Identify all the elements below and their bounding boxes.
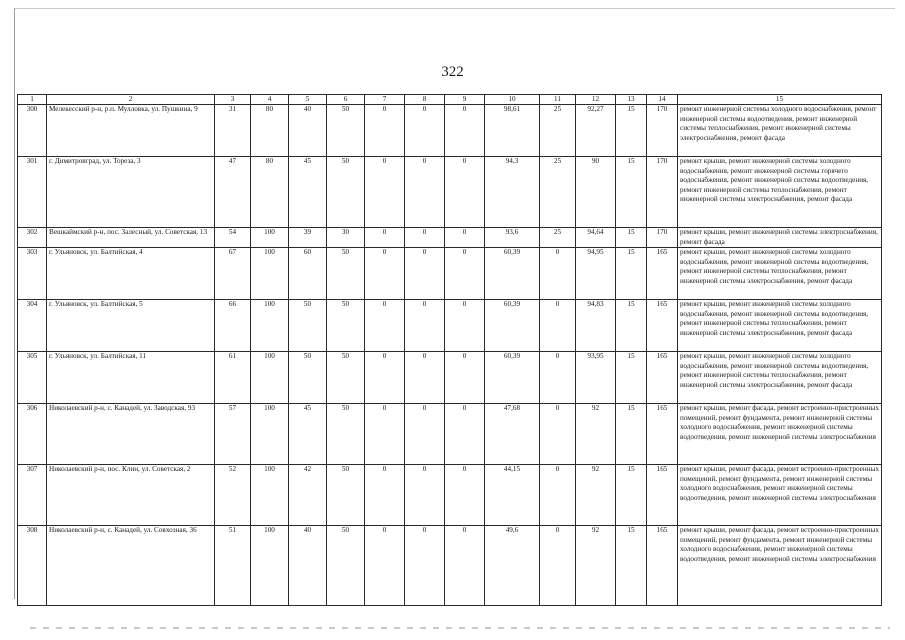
value-cell: 0 [445, 105, 485, 157]
value-cell: 15 [616, 352, 647, 404]
value-cell: 50 [327, 526, 365, 606]
value-cell: 15 [616, 105, 647, 157]
value-cell: 54 [215, 228, 251, 248]
value-cell: 80 [251, 105, 289, 157]
works-cell: ремонт крыши, ремонт инженерной системы холодного водоснабжения, ремонт инженерной системы водоотведения, ремонт инженерной системы теплоснабжения, ремонт инженерной системы электроснабжения, ремонт фасада [678, 248, 882, 300]
value-cell: 15 [616, 228, 647, 248]
address-cell: г. Ульяновск, ул. Балтийская, 11 [47, 352, 215, 404]
value-cell: 0 [405, 228, 445, 248]
value-cell: 25 [540, 157, 576, 228]
value-cell: 0 [540, 300, 576, 352]
value-cell: 93,6 [485, 228, 540, 248]
address-cell: г. Димитровград, ул. Тореза, 3 [47, 157, 215, 228]
table-row [18, 228, 882, 248]
value-cell: 66 [215, 300, 251, 352]
address-cell: Николаевский р-н, пос. Клин, ул. Советская, 2 [47, 465, 215, 526]
value-cell: 100 [251, 300, 289, 352]
row-number-cell: 308 [18, 526, 47, 606]
value-cell: 50 [327, 248, 365, 300]
value-cell: 170 [647, 228, 678, 248]
value-cell: 45 [289, 157, 327, 228]
value-cell: 50 [289, 300, 327, 352]
value-cell: 92 [576, 465, 616, 526]
value-cell: 90 [576, 157, 616, 228]
value-cell: 93,95 [576, 352, 616, 404]
value-cell: 50 [327, 404, 365, 465]
value-cell: 0 [445, 465, 485, 526]
works-cell: ремонт крыши, ремонт фасада, ремонт встроенно-пристроенных помещений, ремонт фундамента, ремонт инженерной системы холодного водоснабжения, ремонт инженерной системы водоотведения, ремонт инженерной системы электроснабжения [678, 526, 882, 606]
value-cell: 60,39 [485, 248, 540, 300]
works-cell: ремонт крыши, ремонт инженерной системы холодного водоснабжения, ремонт инженерной системы горячего водоснабжения, ремонт инженерной системы водоотведения, ремонт инженерной системы теплоснабжения, ремонт инженерной системы электроснабжения, ремонт фасада [678, 157, 882, 228]
value-cell: 0 [405, 105, 445, 157]
table-row [18, 526, 882, 606]
value-cell: 0 [405, 157, 445, 228]
column-header: 13 [616, 95, 647, 105]
works-cell: ремонт инженерной системы холодного водоснабжения, ремонт инженерной системы водоотведения, ремонт инженерной системы теплоснабжения, ремонт инженерной системы электроснабжения, ремонт фасада [678, 105, 882, 157]
value-cell: 40 [289, 105, 327, 157]
value-cell: 0 [445, 228, 485, 248]
value-cell: 50 [327, 157, 365, 228]
works-cell: ремонт крыши, ремонт инженерной системы холодного водоснабжения, ремонт инженерной системы водоотведения, ремонт инженерной системы теплоснабжения, ремонт инженерной системы электроснабжения, ремонт фасада [678, 352, 882, 404]
value-cell: 0 [405, 404, 445, 465]
works-cell: ремонт крыши, ремонт фасада, ремонт встроенно-пристроенных помещений, ремонт фундамента, ремонт инженерной системы холодного водоснабжения, ремонт инженерной системы водоотведения, ремонт инженерной системы электроснабжения [678, 404, 882, 465]
value-cell: 100 [251, 248, 289, 300]
value-cell: 100 [251, 526, 289, 606]
row-number-cell: 301 [18, 157, 47, 228]
value-cell: 0 [405, 465, 445, 526]
value-cell: 51 [215, 526, 251, 606]
value-cell: 170 [647, 105, 678, 157]
value-cell: 40 [289, 526, 327, 606]
value-cell: 47,68 [485, 404, 540, 465]
value-cell: 100 [251, 465, 289, 526]
value-cell: 0 [445, 157, 485, 228]
value-cell: 0 [365, 105, 405, 157]
column-header: 1 [18, 95, 47, 105]
value-cell: 0 [540, 465, 576, 526]
value-cell: 0 [405, 248, 445, 300]
value-cell: 42 [289, 465, 327, 526]
value-cell: 39 [289, 228, 327, 248]
value-cell: 0 [405, 300, 445, 352]
value-cell: 50 [289, 352, 327, 404]
value-cell: 0 [540, 248, 576, 300]
value-cell: 0 [445, 352, 485, 404]
value-cell: 0 [405, 526, 445, 606]
value-cell: 15 [616, 248, 647, 300]
works-cell: ремонт крыши, ремонт инженерной системы холодного водоснабжения, ремонт инженерной системы водоотведения, ремонт инженерной системы теплоснабжения, ремонт инженерной системы электроснабжения, ремонт фасада [678, 300, 882, 352]
value-cell: 25 [540, 105, 576, 157]
value-cell: 15 [616, 526, 647, 606]
table-header [18, 95, 882, 105]
value-cell: 92 [576, 404, 616, 465]
row-number-cell: 307 [18, 465, 47, 526]
value-cell: 49,6 [485, 526, 540, 606]
value-cell: 165 [647, 300, 678, 352]
value-cell: 50 [327, 352, 365, 404]
address-cell: г. Ульяновск, ул. Балтийская, 4 [47, 248, 215, 300]
table-row [18, 300, 882, 352]
value-cell: 165 [647, 248, 678, 300]
column-header: 10 [485, 95, 540, 105]
row-number-cell: 304 [18, 300, 47, 352]
value-cell: 25 [540, 228, 576, 248]
value-cell: 94,64 [576, 228, 616, 248]
value-cell: 0 [445, 404, 485, 465]
column-header: 3 [215, 95, 251, 105]
value-cell: 92,27 [576, 105, 616, 157]
value-cell: 94,3 [485, 157, 540, 228]
column-header: 8 [405, 95, 445, 105]
value-cell: 31 [215, 105, 251, 157]
table-row [18, 248, 882, 300]
header-row [18, 95, 882, 105]
value-cell: 165 [647, 352, 678, 404]
value-cell: 45 [289, 404, 327, 465]
value-cell: 61 [215, 352, 251, 404]
value-cell: 100 [251, 404, 289, 465]
value-cell: 47 [215, 157, 251, 228]
value-cell: 30 [327, 228, 365, 248]
column-header: 12 [576, 95, 616, 105]
works-cell: ремонт крыши, ремонт инженерной системы электроснабжения, ремонт фасада [678, 228, 882, 248]
value-cell: 0 [365, 300, 405, 352]
value-cell: 0 [445, 248, 485, 300]
value-cell: 50 [327, 300, 365, 352]
address-cell: г. Ульяновск, ул. Балтийская, 5 [47, 300, 215, 352]
table-row [18, 465, 882, 526]
value-cell: 100 [251, 228, 289, 248]
value-cell: 0 [365, 157, 405, 228]
value-cell: 94,95 [576, 248, 616, 300]
value-cell: 170 [647, 157, 678, 228]
column-header: 4 [251, 95, 289, 105]
row-number-cell: 306 [18, 404, 47, 465]
address-cell: Николаевский р-н, с. Канадей, ул. Совхозная, 36 [47, 526, 215, 606]
page-number: 322 [441, 64, 464, 80]
value-cell: 0 [445, 300, 485, 352]
column-header: 9 [445, 95, 485, 105]
column-header: 7 [365, 95, 405, 105]
value-cell: 92 [576, 526, 616, 606]
value-cell: 98,61 [485, 105, 540, 157]
row-number-cell: 305 [18, 352, 47, 404]
value-cell: 0 [365, 352, 405, 404]
value-cell: 0 [365, 248, 405, 300]
scan-artifact [30, 627, 890, 629]
value-cell: 100 [251, 352, 289, 404]
table-row [18, 157, 882, 228]
works-cell: ремонт крыши, ремонт фасада, ремонт встроенно-пристроенных помещений, ремонт фундамента, ремонт инженерной системы холодного водоснабжения, ремонт инженерной системы водоотведения, ремонт инженерной системы электроснабжения [678, 465, 882, 526]
column-header: 11 [540, 95, 576, 105]
address-cell: Вешкаймский р-н, пос. Залесный, ул. Советская, 13 [47, 228, 215, 248]
value-cell: 52 [215, 465, 251, 526]
column-header: 14 [647, 95, 678, 105]
value-cell: 0 [540, 526, 576, 606]
value-cell: 0 [405, 352, 445, 404]
value-cell: 67 [215, 248, 251, 300]
value-cell: 0 [445, 526, 485, 606]
value-cell: 44,15 [485, 465, 540, 526]
table-body [18, 105, 882, 606]
value-cell: 60,39 [485, 300, 540, 352]
table-row [18, 352, 882, 404]
value-cell: 165 [647, 526, 678, 606]
value-cell: 165 [647, 404, 678, 465]
row-number-cell: 300 [18, 105, 47, 157]
value-cell: 165 [647, 465, 678, 526]
value-cell: 60,39 [485, 352, 540, 404]
value-cell: 0 [365, 526, 405, 606]
value-cell: 0 [540, 352, 576, 404]
value-cell: 15 [616, 404, 647, 465]
address-cell: Мелекесский р-н, р.п. Мулловка, ул. Пушкина, 9 [47, 105, 215, 157]
value-cell: 15 [616, 300, 647, 352]
column-header: 2 [47, 95, 215, 105]
column-header: 5 [289, 95, 327, 105]
value-cell: 0 [540, 404, 576, 465]
address-cell: Николаевский р-н, с. Канадей, ул. Заводская, 93 [47, 404, 215, 465]
value-cell: 57 [215, 404, 251, 465]
table-row [18, 105, 882, 157]
value-cell: 50 [327, 465, 365, 526]
repair-table [17, 94, 882, 606]
column-header: 6 [327, 95, 365, 105]
value-cell: 60 [289, 248, 327, 300]
value-cell: 50 [327, 105, 365, 157]
value-cell: 15 [616, 465, 647, 526]
row-number-cell: 302 [18, 228, 47, 248]
row-number-cell: 303 [18, 248, 47, 300]
column-header: 15 [678, 95, 882, 105]
value-cell: 94,83 [576, 300, 616, 352]
value-cell: 0 [365, 228, 405, 248]
value-cell: 0 [365, 465, 405, 526]
value-cell: 0 [365, 404, 405, 465]
value-cell: 15 [616, 157, 647, 228]
value-cell: 80 [251, 157, 289, 228]
table-row [18, 404, 882, 465]
